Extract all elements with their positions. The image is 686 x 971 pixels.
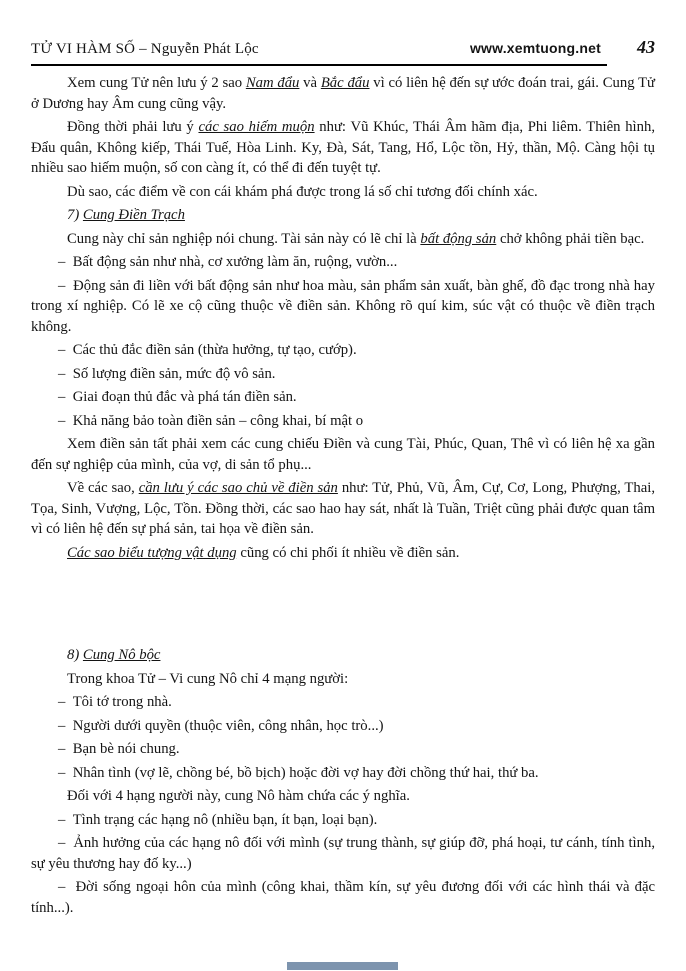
bullet-item bbox=[31, 387, 655, 408]
bullet-item bbox=[31, 739, 655, 760]
paragraph bbox=[31, 786, 655, 807]
bullet-item bbox=[31, 833, 655, 874]
text-segment: và bbox=[299, 75, 321, 91]
page-body bbox=[0, 73, 686, 918]
bullet-item bbox=[31, 252, 655, 273]
text-segment: – Giai đoạn thủ đắc và phá tán điền sản. bbox=[58, 389, 297, 405]
site-url: www.xemtuong.net bbox=[469, 40, 601, 56]
text-segment: như: Vũ Khúc, Thái Âm hãm địa, Phi liêm. Thiên hình, Đẩu quân, Không kiếp, Thái Tuế, Hòa Linh. Ky, Đà, Sát, Tang, Hổ, Lộc tồn, Hỷ, thần, Mộ. Càng hội tụ nhiều sao hiếm muộn, số con càng ít, có thể đi đến tuyệt tự. bbox=[31, 119, 655, 176]
paragraph bbox=[31, 478, 655, 540]
page-number: 43 bbox=[637, 37, 655, 57]
text-segment: vì có liên hệ đến sự ước đoán trai, gái. Cung Tử ở Dương hay Âm cung cũng vậy. bbox=[31, 75, 656, 112]
bullet-item bbox=[31, 716, 655, 737]
text-segment: – Khả năng bảo toàn điền sản – công khai, bí mật o bbox=[58, 412, 364, 429]
paragraph bbox=[31, 669, 655, 690]
text-segment: Đồng thời phải lưu ý bbox=[67, 119, 199, 135]
paragraph bbox=[31, 117, 655, 179]
text-segment: – Động sản đi liền với bất động sản như hoa màu, sản phẩm sản xuất, bàn ghế, đồ đạc trong nhà hay trong xí nghiệp. Có lẽ xe cộ cũng thuộc về điền sản. Không rõ quí kim, súc vật có thuộc về điền trạch không. bbox=[31, 277, 655, 335]
bullet-item bbox=[31, 877, 655, 918]
text-segment: Đối với 4 hạng người này, cung Nô hàm chứa các ý nghĩa. bbox=[67, 788, 410, 804]
paragraph bbox=[31, 543, 655, 564]
text-segment: – Bất động sản như nhà, cơ xưởng làm ăn, ruộng, vườn... bbox=[58, 254, 398, 270]
header-rule bbox=[31, 64, 607, 66]
text-segment: – Số lượng điền sản, mức độ vô sản. bbox=[58, 365, 276, 382]
text-segment: Cung Điền Trạch bbox=[82, 207, 185, 223]
text-segment: 7) bbox=[67, 207, 83, 223]
bullet-item bbox=[31, 810, 655, 831]
text-segment: cũng có chi phối ít nhiều về điền sản. bbox=[236, 544, 460, 561]
bullet-item bbox=[31, 763, 655, 784]
paragraph bbox=[31, 73, 655, 114]
text-segment: – Đời sống ngoại hôn của mình (công khai, thầm kín, sự yêu đương đối với các hình thái và đặc tính...). bbox=[31, 879, 655, 916]
text-segment: Các sao biểu tượng vật dụng bbox=[67, 544, 237, 561]
text-segment: chở không phải tiền bạc. bbox=[496, 230, 645, 247]
text-segment: Dù sao, các điểm về con cái khám phá được trong lá số chỉ tương đối chính xác. bbox=[67, 183, 538, 200]
bottom-watermark-bar bbox=[287, 962, 398, 970]
bullet-item bbox=[31, 692, 655, 713]
text-segment: Cung này chỉ sản nghiệp nói chung. Tài sản này có lẽ chỉ là bbox=[67, 230, 421, 247]
text-segment: như: Tử, Phủ, Vũ, Âm, Cự, Cơ, Long, Phượng, Thai, Tọa, Sinh, Vượng, Lộc, Tồn. Đồng thời, các sao hao hay sát, nhất là Tuần, Triệt cũng phải được quan tâm vì có liên hệ đến sự phá sản, tai họa về điền sản. bbox=[31, 480, 655, 537]
bullet-item bbox=[31, 411, 655, 432]
text-segment: Nam đẩu bbox=[245, 75, 300, 91]
bullet-item bbox=[31, 340, 655, 361]
paragraph bbox=[31, 229, 655, 250]
text-segment: – Các thủ đắc điền sản (thừa hưởng, tự tạo, cướp). bbox=[58, 342, 357, 358]
text-segment: Xem điền sản tất phải xem các cung chiếu Điền và cung Tài, Phúc, Quan, Thê vì có liên hệ xa gần đến sự nghiệp của mình, của vợ, di sản tổ phụ... bbox=[31, 436, 655, 473]
text-segment: Xem cung Tử nên lưu ý 2 sao bbox=[67, 75, 246, 91]
text-segment: bất động sản bbox=[420, 230, 497, 247]
text-segment: – Người dưới quyền (thuộc viên, công nhân, học trò...) bbox=[58, 717, 384, 734]
text-segment: – Tôi tớ trong nhà. bbox=[58, 694, 172, 710]
page-header bbox=[0, 0, 686, 58]
paragraph bbox=[31, 434, 655, 475]
text-segment: các sao hiếm muộn bbox=[198, 119, 315, 135]
bullet-item bbox=[31, 276, 655, 338]
text-segment: Về các sao, bbox=[67, 480, 139, 496]
text-segment: Bắc đẩu bbox=[320, 75, 370, 91]
text-segment: – Ảnh hưởng của các hạng nô đối với mình (sự trung thành, sự giúp đỡ, phá hoại, tư cánh, tính tình, sự yêu thương hay đố ky...) bbox=[31, 835, 655, 872]
text-segment: – Tình trạng các hạng nô (nhiều bạn, ít bạn, loại bạn). bbox=[58, 811, 378, 828]
section-heading bbox=[31, 205, 655, 226]
bullet-item bbox=[31, 364, 655, 385]
text-segment: cần lưu ý các sao chủ về điền sản bbox=[138, 480, 338, 496]
paragraph bbox=[31, 182, 655, 203]
text-segment: – Nhân tình (vợ lẽ, chồng bé, bồ bịch) hoặc đời vợ hay đời chồng thứ hai, thứ ba. bbox=[58, 764, 539, 781]
text-segment: Trong khoa Tử – Vi cung Nô chỉ 4 mạng người: bbox=[67, 670, 349, 687]
text-segment: 8) bbox=[67, 647, 83, 663]
text-segment: – Bạn bè nói chung. bbox=[58, 741, 180, 757]
book-title: TỬ VI HÀM SỐ – Nguyễn Phát Lộc bbox=[31, 41, 259, 57]
text-segment: Cung Nô bộc bbox=[82, 647, 161, 663]
section-heading bbox=[31, 645, 655, 666]
section-gap bbox=[31, 566, 655, 642]
